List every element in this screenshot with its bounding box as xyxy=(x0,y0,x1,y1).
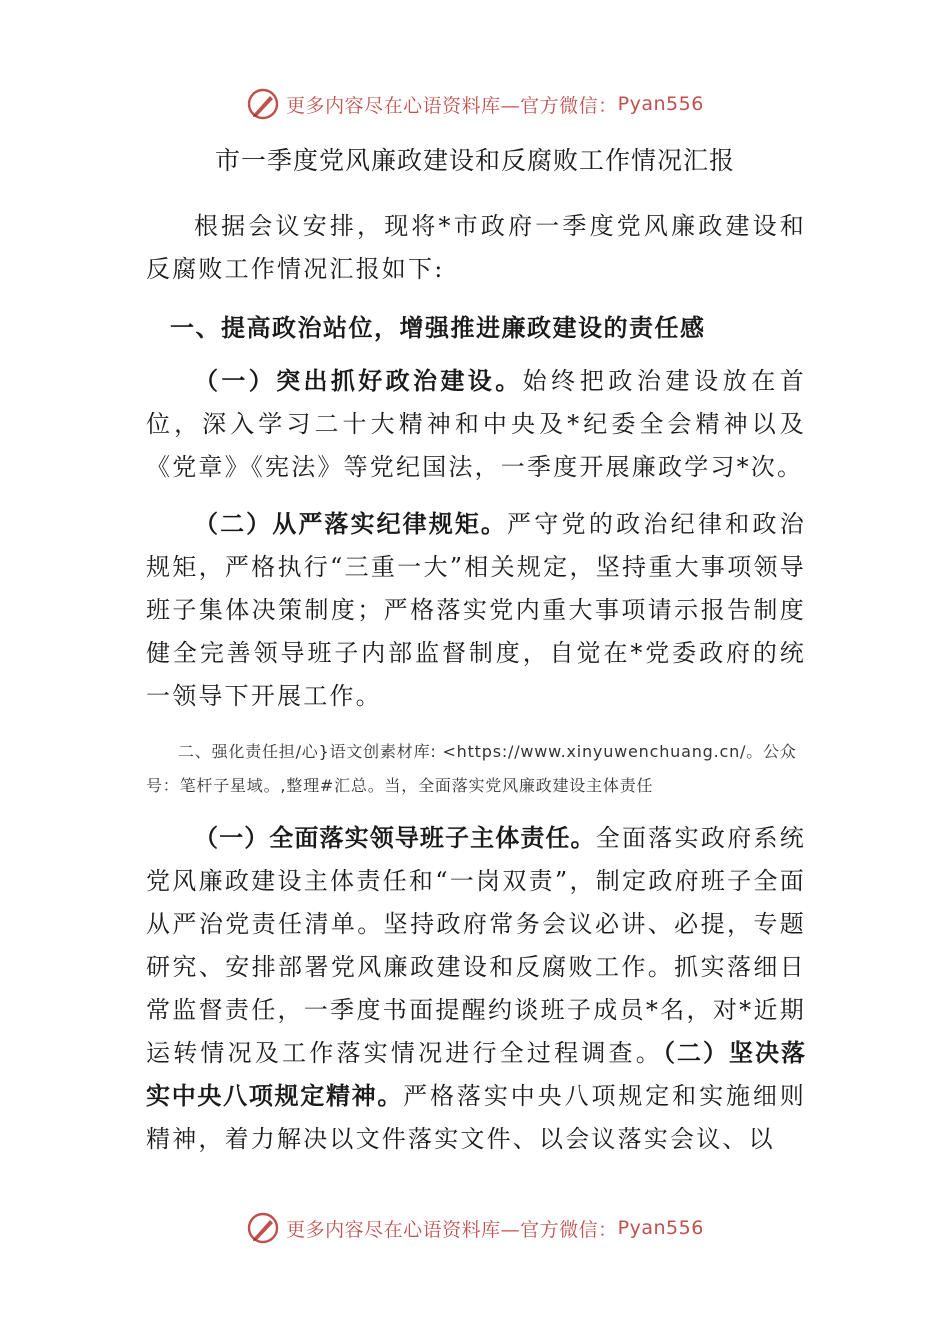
pen-logo-icon xyxy=(246,1211,280,1245)
pen-logo-icon xyxy=(246,87,280,121)
item-2-paragraph xyxy=(146,503,806,718)
item-1-lead: （一）突出抓好政治建设。 xyxy=(194,367,523,395)
banner-wechat-id: Pyan556 xyxy=(617,1217,704,1239)
banner-wechat-id: Pyan556 xyxy=(617,93,704,115)
footer-banner xyxy=(0,1206,950,1250)
item-2-lead: （二）从严落实纪律规矩。 xyxy=(194,510,507,538)
item-2-body: 严守党的政治纪律和政治规矩，严格执行“三重一大”相关规定，坚持重大事项领导班子集体决策制度；严格落实党内重大事项请示报告制度健全完善领导班子内部监督制度，自觉在*党委政府的统一领导下开展工作。 xyxy=(146,510,807,710)
item-1-body: 始终把政治建设放在首位，深入学习二十大精神和中央及*纪委全会精神以及《党章》《宪法》等党纪国法，一季度开展廉政学习*次。 xyxy=(146,367,807,481)
item-3-paragraph xyxy=(146,817,806,1161)
item-4-lead: （二）坚决落实中央八项规定精神。 xyxy=(146,1039,806,1110)
page-title: 市一季度党风廉政建设和反腐败工作情况汇报 xyxy=(214,146,735,175)
item-3-lead: （一）全面落实领导班子主体责任。 xyxy=(194,824,596,852)
banner-text: 更多内容尽在心语资料库—官方微信： xyxy=(286,94,618,117)
item-1-paragraph xyxy=(146,360,806,489)
item-4-body: 严格落实中央八项规定和实施细则精神，着力解决以文件落实文件、以会议落实会议、以 xyxy=(146,1082,807,1153)
section-1-heading: 一、提高政治站位，增强推进廉政建设的责任感 xyxy=(170,314,706,342)
section-2-note: 二、强化责任担/心}语文创素材库: <https://www.xinyuwenchuang.cn/。公众号：笔杆子星域。,整理#汇总。当，全面落实党风廉政建设主体责任 xyxy=(146,742,797,795)
banner-text: 更多内容尽在心语资料库—官方微信： xyxy=(286,1218,618,1241)
header-banner xyxy=(0,82,950,126)
item-3-body: 全面落实政府系统党风廉政建设主体责任和“一岗双责”，制定政府班子全面从严治党责任清单。坚持政府常务会议必讲、必提，专题研究、安排部署党风廉政建设和反腐败工作。抓实落细日常监督责任，一季度书面提醒约谈班子成员*名，对*近期运转情况及工作落实情况进行全过程调查。 xyxy=(146,824,806,1067)
intro-paragraph: 根据会议安排，现将*市政府一季度党风廉政建设和反腐败工作情况汇报如下: xyxy=(146,212,806,283)
